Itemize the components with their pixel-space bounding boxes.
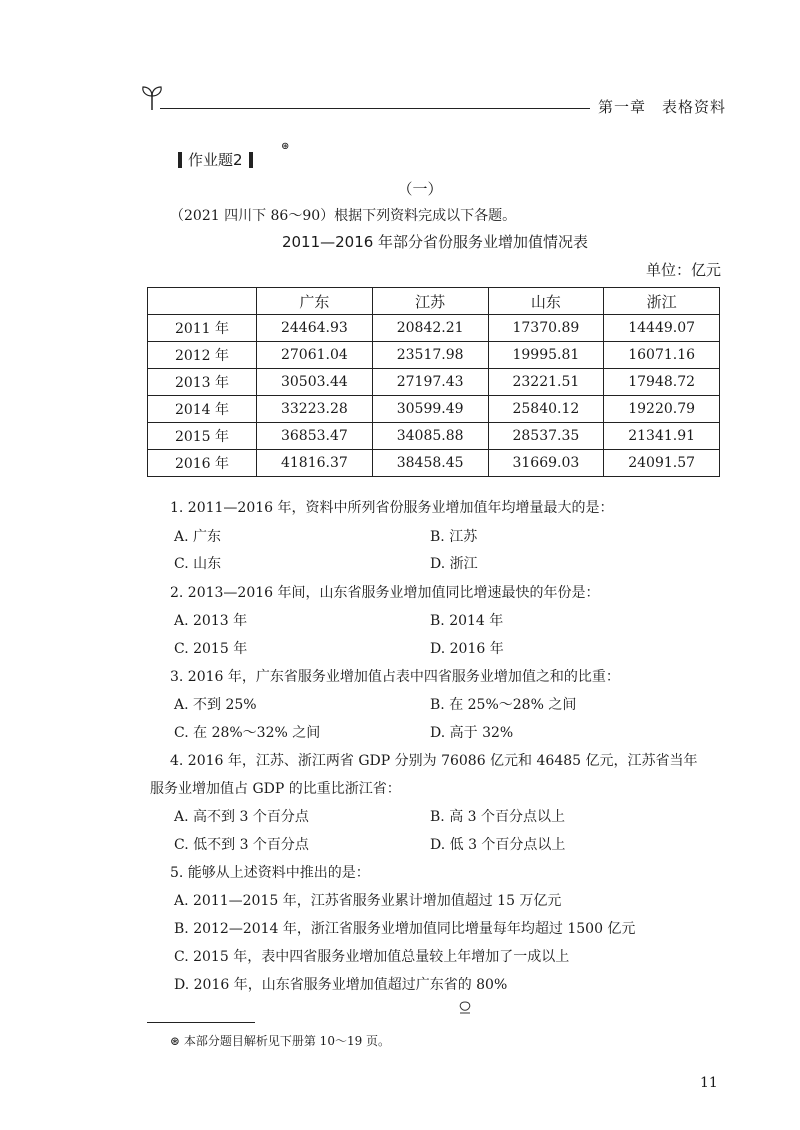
header-cell: 广东 — [257, 288, 373, 315]
option: D. 低 3 个百分点以上 — [430, 837, 566, 853]
table-row — [148, 423, 720, 450]
value-cell: 14449.07 — [604, 315, 720, 342]
option: D. 浙江 — [430, 556, 478, 572]
year-cell: 2016 年 — [148, 450, 257, 477]
bracket-left — [178, 152, 182, 168]
question-stem: 4. 2016 年，江苏、浙江两省 GDP 分别为 76086 亿元和 46485 亿元，江苏省当年 — [170, 753, 698, 769]
value-cell: 28537.35 — [488, 423, 604, 450]
footnote-text: ⊛ 本部分题目解析见下册第 10～19 页。 — [170, 1034, 391, 1048]
question-stem: 1. 2011—2016 年，资料中所列省份服务业增加值年均增量最大的是： — [170, 500, 614, 516]
table-row — [148, 450, 720, 477]
table-header-row — [148, 288, 720, 315]
header-cell: 浙江 — [604, 288, 720, 315]
table-row — [148, 396, 720, 423]
value-cell: 19220.79 — [604, 396, 720, 423]
header-rule — [160, 108, 590, 109]
value-cell: 38458.45 — [372, 450, 488, 477]
year-cell: 2011 年 — [148, 315, 257, 342]
option: C. 山东 — [174, 556, 222, 572]
value-cell: 21341.91 — [604, 423, 720, 450]
value-cell: 27061.04 — [257, 342, 373, 369]
question-stem: 5. 能够从上述资料中推出的是： — [170, 865, 370, 881]
value-cell: 17948.72 — [604, 369, 720, 396]
value-cell: 23221.51 — [488, 369, 604, 396]
year-cell: 2012 年 — [148, 342, 257, 369]
header-cell — [148, 288, 257, 315]
value-cell: 34085.88 — [372, 423, 488, 450]
value-cell: 19995.81 — [488, 342, 604, 369]
value-cell: 24091.57 — [604, 450, 720, 477]
value-cell: 20842.21 — [372, 315, 488, 342]
option: B. 在 25%～28% 之间 — [430, 697, 577, 713]
value-cell: 33223.28 — [257, 396, 373, 423]
footnote-rule — [147, 1022, 255, 1023]
year-cell: 2014 年 — [148, 396, 257, 423]
table-title: 2011—2016 年部分省份服务业增加值情况表 — [281, 233, 589, 251]
value-cell: 31669.03 — [488, 450, 604, 477]
data-table — [147, 287, 720, 477]
value-cell: 16071.16 — [604, 342, 720, 369]
table-unit: 单位：亿元 — [646, 261, 722, 279]
option: D. 高于 32% — [430, 725, 514, 741]
option: A. 2013 年 — [174, 613, 248, 629]
chapter-title: 第一章 表格资料 — [598, 98, 727, 116]
option: B. 2012—2014 年，浙江省服务业增加值同比增量每年均超过 1500 亿元 — [174, 921, 636, 937]
option: A. 广东 — [174, 529, 222, 545]
option: A. 高不到 3 个百分点 — [174, 809, 309, 825]
section-title — [172, 149, 259, 170]
header-cell: 江苏 — [372, 288, 488, 315]
question-stem: 2. 2013—2016 年间，山东省服务业增加值同比增速最快的年份是： — [170, 585, 600, 601]
option: D. 2016 年 — [430, 641, 504, 657]
question-stem-continued: 服务业增加值占 GDP 的比重比浙江省： — [150, 781, 401, 797]
option: C. 2015 年，表中四省服务业增加值总量较上年增加了一成以上 — [174, 949, 570, 965]
value-cell: 30599.49 — [372, 396, 488, 423]
value-cell: 27197.43 — [372, 369, 488, 396]
option: A. 2011—2015 年，江苏省服务业累计增加值超过 15 万亿元 — [174, 893, 562, 909]
sprout-icon — [140, 84, 164, 110]
value-cell: 41816.37 — [257, 450, 373, 477]
table-row — [148, 315, 720, 342]
option: C. 2015 年 — [174, 641, 248, 657]
intro-text: （2021 四川下 86～90）根据下列资料完成以下各题。 — [170, 208, 517, 224]
value-cell: 24464.93 — [257, 315, 373, 342]
bracket-right — [249, 152, 253, 168]
part-label: （一） — [397, 180, 443, 198]
option: B. 江苏 — [430, 529, 478, 545]
option: C. 低不到 3 个百分点 — [174, 837, 309, 853]
page-number: 11 — [700, 1075, 718, 1091]
section-title-text: 作业题2 — [188, 151, 243, 169]
option: B. 2014 年 — [430, 613, 504, 629]
option: A. 不到 25% — [174, 697, 257, 713]
option: C. 在 28%～32% 之间 — [174, 725, 321, 741]
question-stem: 3. 2016 年，广东省服务业增加值占表中四省服务业增加值之和的比重： — [170, 669, 620, 685]
table-row — [148, 369, 720, 396]
year-cell: 2015 年 — [148, 423, 257, 450]
year-cell: 2013 年 — [148, 369, 257, 396]
footnote-marker: ⊛ — [281, 141, 290, 152]
value-cell: 36853.47 — [257, 423, 373, 450]
header-cell: 山东 — [488, 288, 604, 315]
option: B. 高 3 个百分点以上 — [430, 809, 565, 825]
value-cell: 17370.89 — [488, 315, 604, 342]
ornament-icon — [456, 1000, 474, 1016]
value-cell: 30503.44 — [257, 369, 373, 396]
option: D. 2016 年，山东省服务业增加值超过广东省的 80% — [174, 977, 508, 993]
table-row — [148, 342, 720, 369]
value-cell: 25840.12 — [488, 396, 604, 423]
value-cell: 23517.98 — [372, 342, 488, 369]
